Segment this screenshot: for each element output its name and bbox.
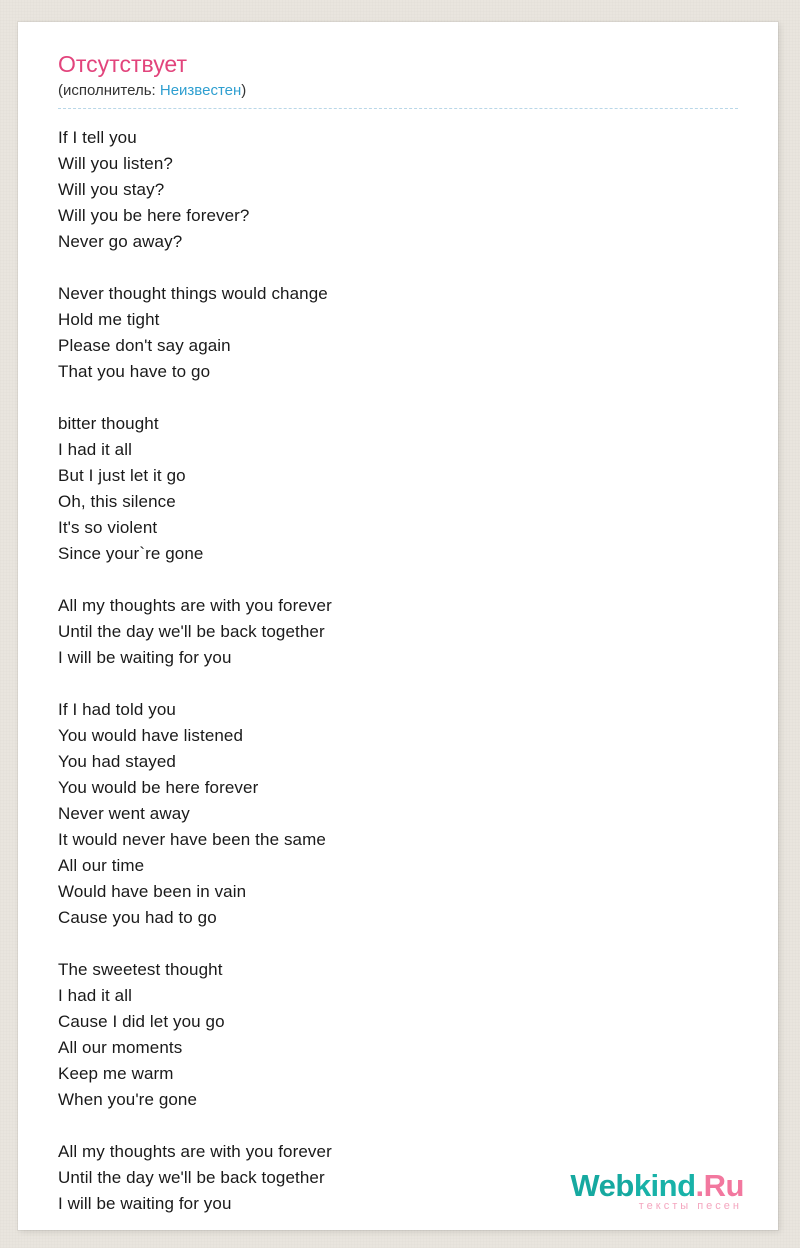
page-title: Отсутствует [58, 51, 187, 77]
watermark-dot-text: . [695, 1168, 704, 1203]
artist-prefix-label: (исполнитель: [58, 82, 160, 99]
artist-suffix-label: ) [241, 82, 247, 99]
watermark-subtitle: тексты песен [638, 1200, 742, 1212]
site-watermark [570, 1170, 744, 1212]
watermark-ru-text: Ru [703, 1168, 744, 1203]
lyrics-sheet [18, 22, 778, 1230]
watermark-kind-text: kind [633, 1168, 696, 1203]
artist-link[interactable]: Неизвестен [159, 82, 242, 99]
sheet-content [18, 22, 778, 1217]
watermark-logo [570, 1170, 744, 1202]
watermark-web-text: Web [570, 1168, 634, 1203]
lyrics-text: If I tell you Will you listen? Will you stay? Will you be here forever? Never go away? Never thought things would change Hold me tight Please don't say again That you have to go bitter thought I had it all But I just let it go Oh, this silence It's so violent Since your`re gone All my thoughts are with you forever Until the day we'll be back together I will be waiting for you If I had told you You would have listened You had stayed You would be here forever Never went away It would never have been the same All our time Would have been in vain Cause you had to go The sweetest thought I had it all Cause I did let you go All our moments Keep me warm When you're gone All my thoughts are with you forever Until the day we'll be back together I will be waiting for you [58, 128, 332, 1213]
artist-line [58, 82, 738, 109]
